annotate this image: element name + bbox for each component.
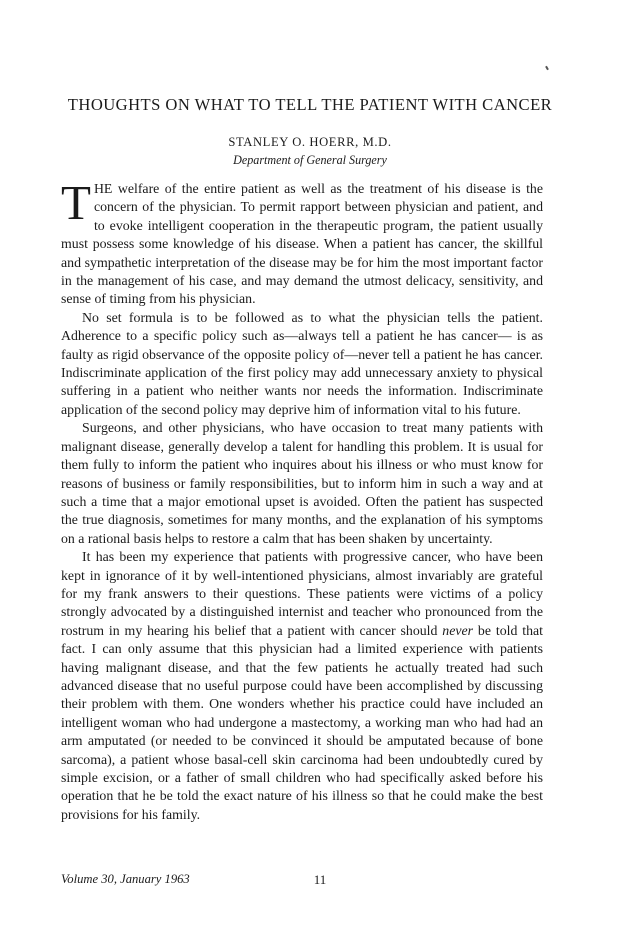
article-body: [61, 175, 544, 824]
author-name: STANLEY O. HOERR, M.D.: [228, 135, 392, 149]
paragraph-1: [61, 175, 543, 309]
paragraph-3: Surgeons, and other physicians, who have occasion to treat many patients with malignant disease, generally develop a talent for handling this problem. It is usual for them fully to inform the patient who inquires about his illness or who must know for reasons of business or family responsibilities, but to inform him in such a way and at such a time that a major emotional upset is avoided. Often the patient has suspected the true diagnosis, sometimes for many months, and the explanation of his symptoms on a rational basis helps to restore a calm that has been shaken by uncertainty.: [61, 420, 543, 546]
scan-speck: [545, 66, 549, 70]
drop-cap: T: [61, 175, 91, 230]
paragraph-4-text-b: be told that fact. I can only assume that this physician had a limited experience with patients having malignant disease, and that the few patients he actually treated had such advanced disease that no useful purpose could have been accomplished by discussing their problem with them. One wonders whether his practice could have included an intelligent woman who had undergone a mastectomy, a working man who had had an arm amputated (or needed to be convinced it should be amputated because of bone sarcoma), a patient whose basal-cell skin carcinoma had been undoubtedly cured by simple excision, or a father of small children who had specifically asked before his operation that he be told the exact nature of his illness so that he could make the best provisions for his family.: [61, 622, 544, 822]
paragraph-4: [61, 548, 543, 824]
article-title: THOUGHTS ON WHAT TO TELL THE PATIENT WITH CANCER: [67, 95, 553, 114]
journal-footer: Volume 30, January 1963: [61, 872, 190, 886]
paragraph-4-text-a: It has been my experience that patients with progressive cancer, who have been kept in ignorance of it by well-intentioned physicians, almost invariably are grateful for my frank answers to their questions. These patients were victims of a policy strongly advocated by a distinguished internist and teacher who pronounced from the rostrum in my hearing his belief that a patient with cancer should: [61, 549, 543, 638]
author-department: Department of General Surgery: [233, 153, 387, 167]
paragraph-2: No set formula is to be followed as to what the physician tells the patient. Adherence to a specific policy such as—always tell a patient he has cancer— is as faulty as rigid observance of the opposite policy of—never tell a patient he has cancer. Indiscriminate application of the first policy may add unnecessary anxiety to physical suffering in a patient who neither wants nor needs the information. Indiscriminate application of the second policy may deprive him of information vital to his future.: [61, 309, 543, 417]
paragraph-1-text: HE welfare of the entire patient as well as the treatment of his disease is the concern of the physician. To permit rapport between physician and patient, and to evoke intelligent cooperation in the therapeutic program, the patient usually must possess some knowledge of his disease. When a patient has cancer, the skillful and sympathetic interpretation of the disease may be for him the most important factor in the management of his case, and may demand the utmost delicacy, sensitivity, and sense of timing from his physician.: [61, 181, 543, 307]
page-number: 11: [313, 872, 327, 887]
emphasis-word: never: [442, 622, 474, 638]
